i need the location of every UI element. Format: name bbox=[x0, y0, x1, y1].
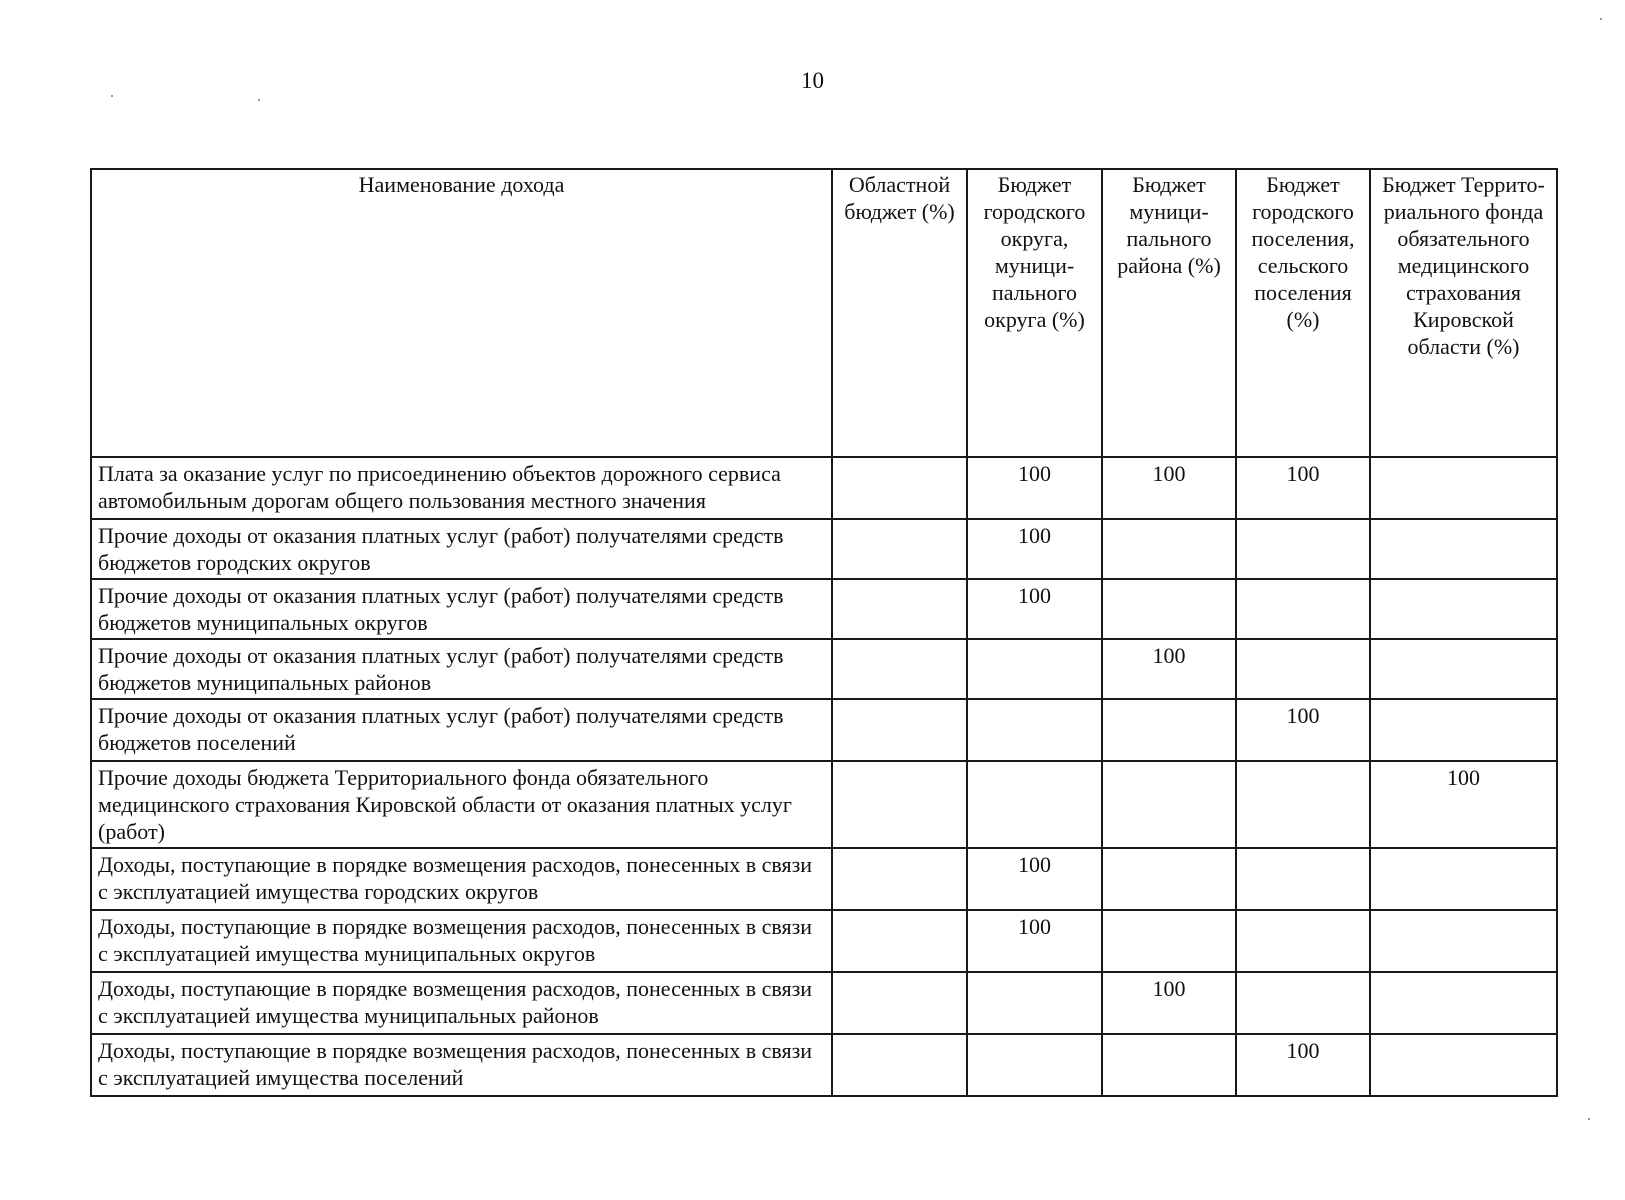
percent-cell: 100 bbox=[1102, 972, 1236, 1034]
percent-cell bbox=[832, 639, 967, 699]
income-name-cell: Прочие доходы от оказания платных услуг (работ) получателями средств бюджетов поселений bbox=[91, 699, 832, 761]
percent-cell bbox=[1370, 972, 1557, 1034]
percent-cell bbox=[967, 699, 1102, 761]
percent-cell bbox=[832, 848, 967, 910]
percent-cell bbox=[1236, 761, 1370, 848]
percent-cell bbox=[1370, 457, 1557, 519]
percent-cell bbox=[1236, 639, 1370, 699]
percent-cell bbox=[1102, 910, 1236, 972]
percent-cell bbox=[1102, 761, 1236, 848]
percent-cell bbox=[967, 761, 1102, 848]
percent-cell bbox=[1102, 699, 1236, 761]
column-header-tfoms-budget: Бюджет Террито-риального фонда обязательного медицинского страхования Кировской области (%) bbox=[1370, 169, 1557, 457]
percent-cell: 100 bbox=[967, 457, 1102, 519]
percent-cell bbox=[1370, 910, 1557, 972]
percent-cell: 100 bbox=[967, 848, 1102, 910]
percent-cell bbox=[1236, 910, 1370, 972]
percent-cell: 100 bbox=[1236, 457, 1370, 519]
table-header-row bbox=[91, 169, 1557, 457]
column-header-settlement-budget: Бюджет городского поселения, сельского поселения (%) bbox=[1236, 169, 1370, 457]
percent-cell bbox=[832, 1034, 967, 1096]
percent-cell bbox=[967, 1034, 1102, 1096]
percent-cell: 100 bbox=[1102, 639, 1236, 699]
income-name-cell: Прочие доходы от оказания платных услуг (работ) получателями средств бюджетов муниципальных районов bbox=[91, 639, 832, 699]
percent-cell bbox=[1102, 579, 1236, 639]
table-row bbox=[91, 910, 1557, 972]
table-row bbox=[91, 1034, 1557, 1096]
percent-cell bbox=[1102, 848, 1236, 910]
scan-speck bbox=[111, 95, 113, 97]
percent-cell bbox=[832, 972, 967, 1034]
percent-cell bbox=[1236, 579, 1370, 639]
table-body bbox=[91, 457, 1557, 1096]
percent-cell: 100 bbox=[1370, 761, 1557, 848]
percent-cell bbox=[1102, 519, 1236, 579]
income-name-cell: Плата за оказание услуг по присоединению объектов дорожного сервиса автомобильным дорогам общего пользования местного значения bbox=[91, 457, 832, 519]
percent-cell bbox=[1370, 639, 1557, 699]
scan-speck bbox=[1588, 1118, 1590, 1120]
income-name-cell: Доходы, поступающие в порядке возмещения расходов, понесенных в связи с эксплуатацией имущества городских округов bbox=[91, 848, 832, 910]
page-number: 10 bbox=[801, 68, 824, 93]
column-header-city-district-budget: Бюджет городского округа, муници-пального округа (%) bbox=[967, 169, 1102, 457]
table-row bbox=[91, 519, 1557, 579]
percent-cell: 100 bbox=[1102, 457, 1236, 519]
percent-cell bbox=[1370, 699, 1557, 761]
percent-cell bbox=[832, 761, 967, 848]
percent-cell bbox=[967, 639, 1102, 699]
percent-cell bbox=[832, 699, 967, 761]
percent-cell bbox=[1370, 579, 1557, 639]
percent-cell bbox=[1370, 1034, 1557, 1096]
percent-cell: 100 bbox=[967, 579, 1102, 639]
percent-cell: 100 bbox=[1236, 699, 1370, 761]
percent-cell bbox=[1370, 519, 1557, 579]
income-name-cell: Доходы, поступающие в порядке возмещения расходов, понесенных в связи с эксплуатацией имущества муниципальных округов bbox=[91, 910, 832, 972]
table-row bbox=[91, 848, 1557, 910]
percent-cell bbox=[832, 457, 967, 519]
table-row bbox=[91, 972, 1557, 1034]
percent-cell: 100 bbox=[967, 519, 1102, 579]
percent-cell bbox=[1236, 519, 1370, 579]
percent-cell bbox=[832, 519, 967, 579]
income-name-cell: Прочие доходы от оказания платных услуг (работ) получателями средств бюджетов муниципальных округов bbox=[91, 579, 832, 639]
table-row bbox=[91, 457, 1557, 519]
column-header-municipal-district-budget: Бюджет муници-пального района (%) bbox=[1102, 169, 1236, 457]
scan-speck bbox=[1600, 18, 1602, 20]
percent-cell bbox=[1370, 848, 1557, 910]
percent-cell bbox=[1236, 848, 1370, 910]
income-name-cell: Прочие доходы от оказания платных услуг (работ) получателями средств бюджетов городских округов bbox=[91, 519, 832, 579]
table-row bbox=[91, 639, 1557, 699]
scan-speck bbox=[258, 99, 260, 101]
percent-cell bbox=[967, 972, 1102, 1034]
table-row bbox=[91, 579, 1557, 639]
percent-cell bbox=[832, 579, 967, 639]
revenue-distribution-table bbox=[90, 168, 1558, 1097]
income-name-cell: Прочие доходы бюджета Территориального фонда обязательного медицинского страхования Кировской области от оказания платных услуг (работ) bbox=[91, 761, 832, 848]
table-row bbox=[91, 761, 1557, 848]
income-name-cell: Доходы, поступающие в порядке возмещения расходов, понесенных в связи с эксплуатацией имущества поселений bbox=[91, 1034, 832, 1096]
percent-cell bbox=[1236, 972, 1370, 1034]
percent-cell: 100 bbox=[1236, 1034, 1370, 1096]
column-header-income-name: Наименование дохода bbox=[91, 169, 832, 457]
percent-cell: 100 bbox=[967, 910, 1102, 972]
table-row bbox=[91, 699, 1557, 761]
income-name-cell: Доходы, поступающие в порядке возмещения расходов, понесенных в связи с эксплуатацией имущества муниципальных районов bbox=[91, 972, 832, 1034]
percent-cell bbox=[1102, 1034, 1236, 1096]
percent-cell bbox=[832, 910, 967, 972]
column-header-regional-budget: Областной бюджет (%) bbox=[832, 169, 967, 457]
